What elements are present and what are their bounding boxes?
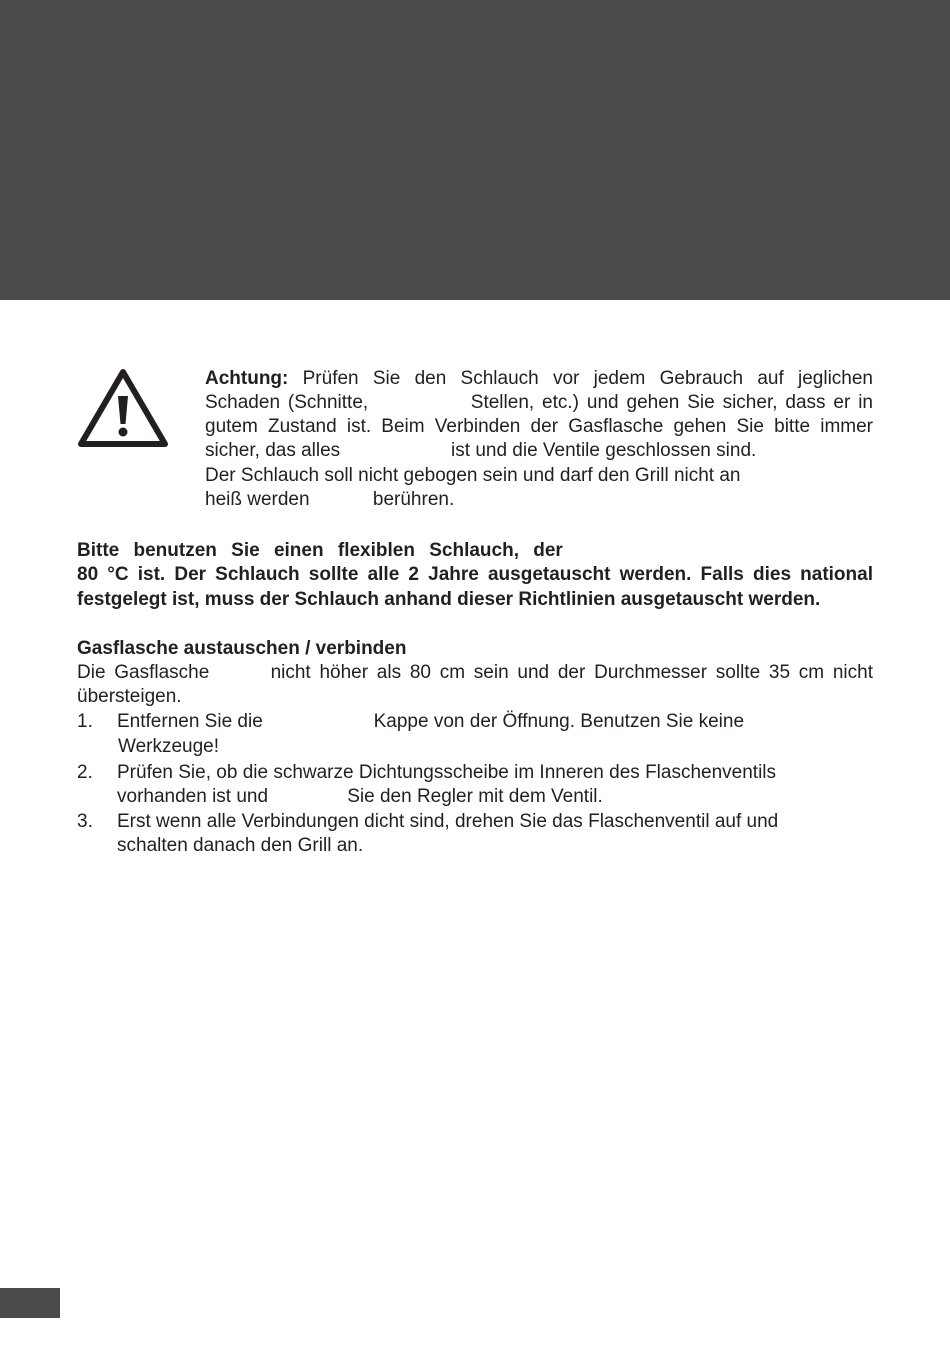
warning-triangle-icon: [76, 366, 170, 450]
gas-section-heading: Gasflasche austauschen / verbinden: [77, 638, 407, 659]
step-2-line-1: Prüfen Sie, ob die schwarze Dichtungsscheibe im Inneren des Flaschenventils: [117, 762, 777, 783]
gas-intro-line-2: übersteigen.: [77, 686, 182, 707]
warning-line-5: Der Schlauch soll nicht gebogen sein und darf den Grill nicht an: [205, 465, 741, 486]
warning-line-1: Achtung: Prüfen Sie den Schlauch vor jedem Gebrauch auf jeglichen: [205, 368, 873, 389]
step-3-line-1: Erst wenn alle Verbindungen dicht sind, drehen Sie das Flaschenventil auf und: [117, 811, 779, 832]
header-band: [0, 0, 950, 300]
step-2-number: 2.: [77, 762, 93, 783]
hose-note-line-3: festgelegt ist, muss der Schlauch anhand dieser Richtlinien ausgetauscht werden.: [77, 589, 821, 610]
step-1-line-2: Werkzeuge!: [118, 736, 220, 757]
step-3-number: 3.: [77, 811, 93, 832]
hose-note-line-1: Bitte benutzen Sie einen flexiblen Schlauch, der: [77, 540, 563, 561]
gas-intro-line-1: Die Gasflasche nicht höher als 80 cm sein und der Durchmesser sollte 35 cm nicht: [77, 662, 873, 683]
warning-line-6: heiß werden berühren.: [205, 489, 455, 510]
hose-note-line-2: 80 °C ist. Der Schlauch sollte alle 2 Jahre ausgetauscht werden. Falls dies national: [77, 564, 873, 585]
warning-line-3: gutem Zustand ist. Beim Verbinden der Gasflasche gehen Sie bitte immer: [205, 416, 873, 437]
step-2-line-2: vorhanden ist und Sie den Regler mit dem Ventil.: [117, 786, 603, 807]
warning-line-4: sicher, das alles ist und die Ventile geschlossen sind.: [205, 440, 757, 461]
warning-line-2: Schaden (Schnitte, Stellen, etc.) und gehen Sie sicher, dass er in: [205, 392, 873, 413]
step-3-line-2: schalten danach den Grill an.: [117, 835, 364, 856]
step-1-line-1: Entfernen Sie die Kappe von der Öffnung. Benutzen Sie keine: [117, 711, 745, 732]
warning-label: Achtung:: [205, 368, 289, 389]
step-1-number: 1.: [77, 711, 93, 732]
page-number-tab: [0, 1288, 60, 1318]
